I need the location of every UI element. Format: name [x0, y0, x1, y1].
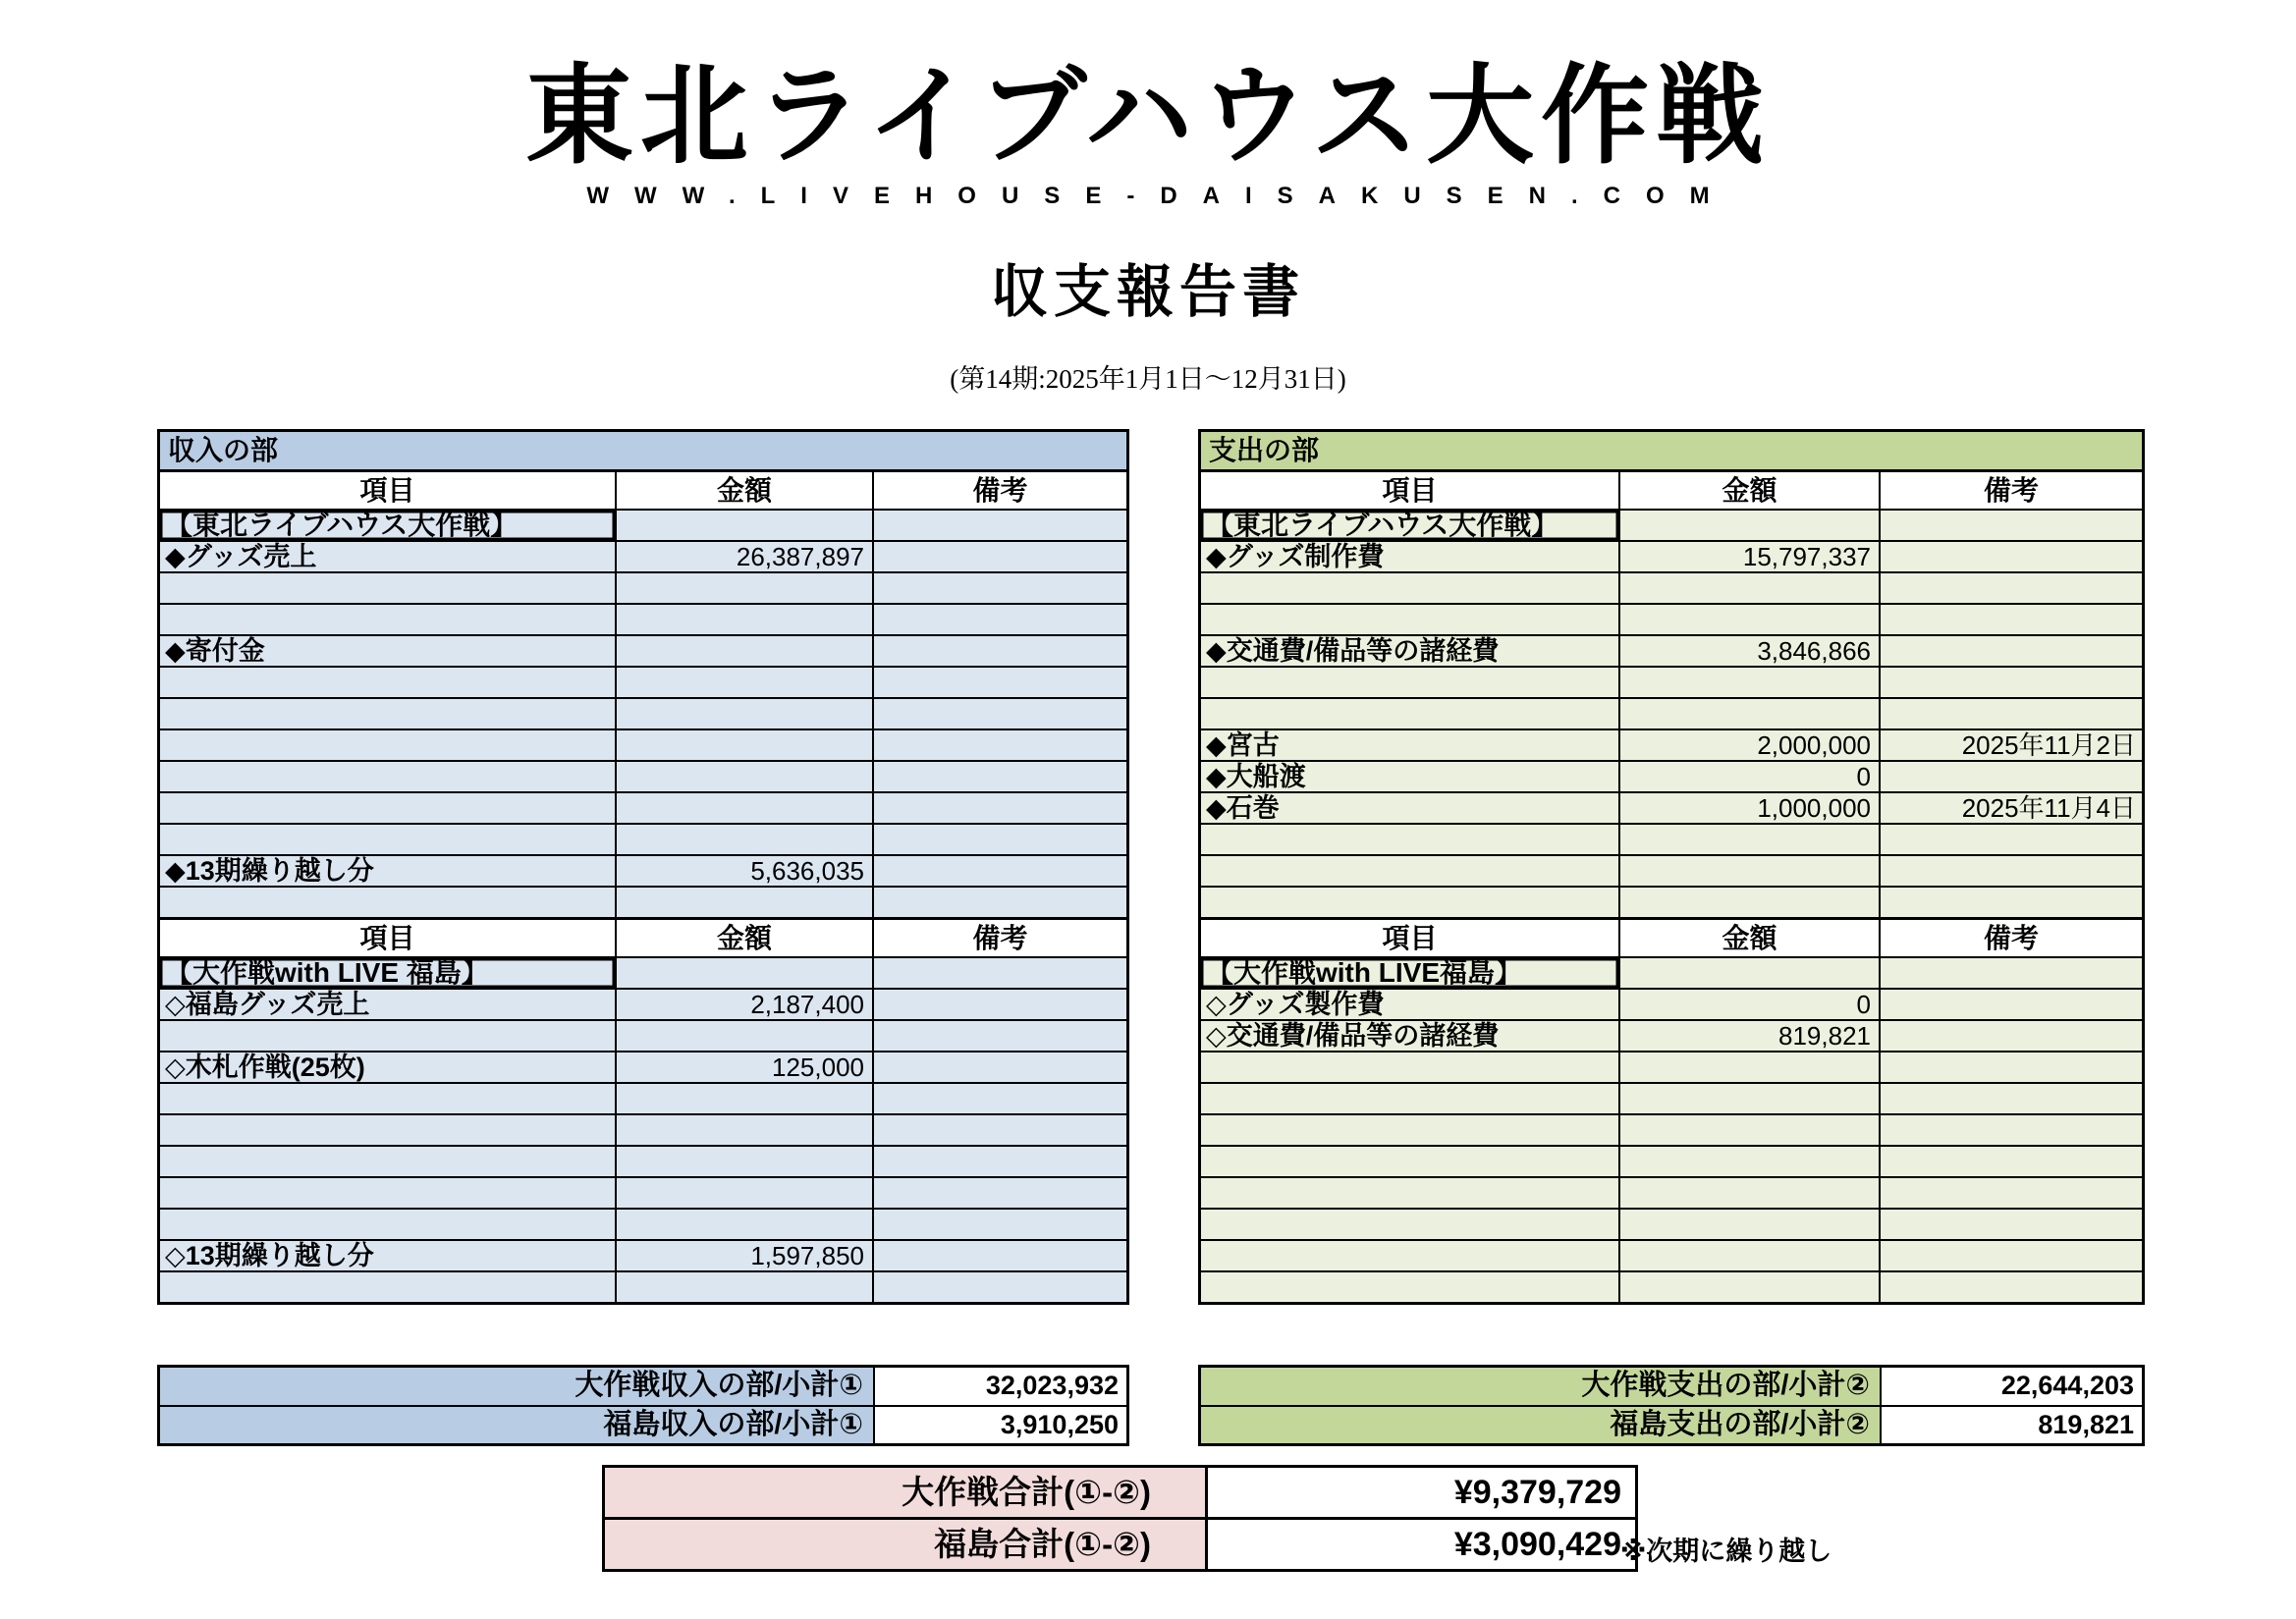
amount-cell — [1618, 1147, 1879, 1176]
amount-cell — [615, 605, 872, 634]
item-cell: 【大作戦with LIVE福島】 — [1201, 958, 1618, 988]
item-cell: ◇木札作戦(25枚) — [165, 1052, 365, 1082]
carry-over-note: ※次期に繰り越し — [1620, 1537, 1832, 1566]
amount-cell — [615, 1147, 872, 1176]
table-row — [160, 571, 1126, 603]
grand-total-row — [605, 1517, 1635, 1569]
note-cell — [1879, 1272, 2142, 1302]
column-header: 備考 — [1879, 472, 2142, 509]
table-row — [1201, 956, 2142, 988]
amount-cell: 15,797,337 — [1618, 542, 1879, 571]
item-cell — [160, 793, 615, 823]
amount-cell — [1618, 888, 1879, 917]
grand-total-label: 大作戦合計(①-②) — [605, 1468, 1205, 1517]
amount-cell — [1618, 1241, 1879, 1270]
table-row — [1201, 854, 2142, 886]
table-row — [1201, 791, 2142, 823]
table-row — [160, 791, 1126, 823]
item-cell — [1201, 825, 1618, 854]
amount-cell — [1618, 1178, 1879, 1208]
note-cell — [1879, 958, 2142, 988]
table-row — [1201, 886, 2142, 917]
item-cell — [1201, 1115, 1618, 1145]
column-header: 備考 — [872, 472, 1126, 509]
amount-cell — [615, 1115, 872, 1145]
item-cell — [1201, 1210, 1618, 1239]
note-cell — [872, 1147, 1126, 1176]
item-cell: ◇グッズ製作費 — [1206, 990, 1385, 1019]
table-row — [1201, 823, 2142, 854]
amount-cell — [1618, 511, 1879, 540]
table-row — [1201, 1051, 2142, 1082]
table-row — [160, 1270, 1126, 1302]
table-row — [1201, 988, 2142, 1019]
note-cell — [1879, 1210, 2142, 1239]
income-table — [157, 429, 1129, 1305]
item-cell: ◇福島グッズ売上 — [165, 990, 370, 1019]
subtotal-row — [160, 1405, 1126, 1444]
note-cell — [872, 793, 1126, 823]
note-cell — [1879, 1052, 2142, 1082]
item-cell — [160, 825, 615, 854]
table-row — [160, 603, 1126, 634]
note-cell: 2025年11月2日 — [1879, 730, 2142, 760]
amount-cell — [1618, 605, 1879, 634]
column-header: 金額 — [615, 472, 872, 509]
table-row — [160, 540, 1126, 571]
amount-cell — [1618, 573, 1879, 603]
note-cell — [1879, 699, 2142, 729]
subtotal-row — [160, 1368, 1126, 1405]
item-cell: ◆寄付金 — [165, 636, 265, 666]
table-row — [1201, 1113, 2142, 1145]
amount-cell: 3,846,866 — [1618, 636, 1879, 666]
amount-cell — [615, 1021, 872, 1051]
subtotal-label: 福島支出の部/小計② — [1201, 1407, 1880, 1444]
amount-cell — [615, 511, 872, 540]
column-header: 備考 — [872, 920, 1126, 956]
table-row — [160, 1176, 1126, 1208]
amount-cell — [615, 825, 872, 854]
item-cell — [1201, 668, 1618, 697]
amount-cell — [615, 573, 872, 603]
table-row — [1201, 1208, 2142, 1239]
table-row — [1201, 634, 2142, 666]
table-row — [1201, 1270, 2142, 1302]
amount-cell — [615, 958, 872, 988]
amount-cell: 26,387,897 — [615, 542, 872, 571]
table-row — [1201, 1239, 2142, 1270]
logo-url-text: WWW.LIVEHOUSE-DAISAKUSEN.COM — [586, 183, 1735, 209]
column-header: 金額 — [615, 920, 872, 956]
amount-cell — [1618, 1272, 1879, 1302]
amount-cell — [615, 1178, 872, 1208]
column-header: 備考 — [1879, 920, 2142, 956]
note-cell — [872, 1084, 1126, 1113]
item-cell — [1201, 1178, 1618, 1208]
table-row — [1201, 729, 2142, 760]
item-cell — [1201, 856, 1618, 886]
column-header: 金額 — [1618, 920, 1879, 956]
table-row — [1201, 666, 2142, 697]
amount-cell: 0 — [1618, 762, 1879, 791]
amount-cell — [615, 1272, 872, 1302]
note-cell — [1879, 542, 2142, 571]
table-row — [160, 854, 1126, 886]
item-cell — [160, 1210, 615, 1239]
table-row — [160, 988, 1126, 1019]
note-cell — [872, 1241, 1126, 1270]
amount-cell — [615, 636, 872, 666]
subtotal-row — [1201, 1405, 2142, 1444]
amount-cell — [1618, 699, 1879, 729]
subtotal-label: 福島収入の部/小計① — [160, 1407, 873, 1444]
note-cell — [872, 730, 1126, 760]
item-cell — [160, 699, 615, 729]
subtotal-value: 32,023,932 — [873, 1368, 1126, 1405]
table-row — [160, 634, 1126, 666]
table-title-bar: 支出の部 — [1201, 432, 2142, 469]
item-cell: ◆大船渡 — [1206, 762, 1306, 791]
note-cell — [872, 958, 1126, 988]
amount-cell — [615, 668, 872, 697]
note-cell — [872, 636, 1126, 666]
item-cell — [1201, 888, 1618, 917]
logo-calligraphy: 東北ライブハウス大作戦 — [524, 57, 1772, 177]
grand-total-value: ¥9,379,729 — [1205, 1468, 1635, 1517]
item-cell: ◇交通費/備品等の諸経費 — [1206, 1021, 1500, 1051]
column-header-row — [1201, 917, 2142, 956]
table-row — [1201, 540, 2142, 571]
item-cell — [1201, 605, 1618, 634]
amount-cell: 819,821 — [1618, 1021, 1879, 1051]
amount-cell — [1618, 1210, 1879, 1239]
column-header: 項目 — [1382, 475, 1438, 506]
subtotal-value: 819,821 — [1880, 1407, 2142, 1444]
item-cell — [160, 1084, 615, 1113]
note-cell — [1879, 605, 2142, 634]
item-cell — [160, 888, 615, 917]
table-row — [160, 1239, 1126, 1270]
amount-cell — [615, 793, 872, 823]
note-cell — [1879, 762, 2142, 791]
table-row — [160, 509, 1126, 540]
amount-cell: 5,636,035 — [615, 856, 872, 886]
item-cell: 【東北ライブハウス大作戦】 — [160, 511, 615, 540]
item-cell — [160, 730, 615, 760]
table-row — [1201, 1019, 2142, 1051]
amount-cell — [615, 699, 872, 729]
subtotal-value: 22,644,203 — [1880, 1368, 2142, 1405]
page-subtitle: (第14期:2025年1月1日～12月31日) — [950, 364, 1346, 394]
note-cell — [872, 668, 1126, 697]
note-cell — [1879, 636, 2142, 666]
grand-total-table — [602, 1465, 1638, 1572]
item-cell — [1201, 1147, 1618, 1176]
column-header-row — [160, 917, 1126, 956]
item-cell — [160, 762, 615, 791]
table-row — [160, 760, 1126, 791]
amount-cell: 2,187,400 — [615, 990, 872, 1019]
note-cell — [1879, 856, 2142, 886]
table-row — [160, 666, 1126, 697]
item-cell — [160, 1115, 615, 1145]
item-cell — [160, 605, 615, 634]
table-row — [160, 1113, 1126, 1145]
expense-table — [1198, 429, 2145, 1305]
note-cell — [872, 1052, 1126, 1082]
item-cell — [160, 1272, 615, 1302]
table-row — [1201, 571, 2142, 603]
note-cell — [872, 1115, 1126, 1145]
item-cell — [160, 573, 615, 603]
note-cell — [1879, 1147, 2142, 1176]
note-cell — [872, 825, 1126, 854]
table-row — [160, 823, 1126, 854]
amount-cell — [615, 1210, 872, 1239]
item-cell — [1201, 1241, 1618, 1270]
income-subtotal-bar — [157, 1365, 1129, 1446]
amount-cell — [615, 1084, 872, 1113]
table-row — [1201, 1082, 2142, 1113]
item-cell: ◆交通費/備品等の諸経費 — [1206, 636, 1500, 666]
item-cell: ◆13期繰り越し分 — [165, 856, 374, 886]
item-cell: ◆石巻 — [1206, 793, 1280, 823]
note-cell — [872, 888, 1126, 917]
item-cell — [160, 1178, 615, 1208]
table-row — [160, 1145, 1126, 1176]
amount-cell — [1618, 1084, 1879, 1113]
table-row — [1201, 697, 2142, 729]
grand-total-label: 福島合計(①-②) — [605, 1520, 1205, 1569]
amount-cell — [615, 762, 872, 791]
note-cell — [872, 1178, 1126, 1208]
note-cell — [1879, 1115, 2142, 1145]
subtotal-label: 大作戦支出の部/小計② — [1201, 1368, 1880, 1405]
note-cell — [1879, 1084, 2142, 1113]
note-cell — [1879, 511, 2142, 540]
note-cell — [1879, 990, 2142, 1019]
note-cell — [872, 762, 1126, 791]
amount-cell — [1618, 1115, 1879, 1145]
note-cell — [1879, 888, 2142, 917]
item-cell — [1201, 1084, 1618, 1113]
table-row — [160, 1019, 1126, 1051]
item-cell — [160, 1147, 615, 1176]
column-header: 項目 — [359, 475, 415, 506]
note-cell — [872, 699, 1126, 729]
note-cell — [872, 1210, 1126, 1239]
item-cell — [160, 668, 615, 697]
note-cell — [1879, 668, 2142, 697]
amount-cell — [1618, 856, 1879, 886]
subtotal-row — [1201, 1368, 2142, 1405]
note-cell — [872, 1021, 1126, 1051]
table-row — [160, 1208, 1126, 1239]
note-cell — [872, 990, 1126, 1019]
item-cell: ◆グッズ売上 — [165, 542, 317, 571]
note-cell: 2025年11月4日 — [1879, 793, 2142, 823]
table-row — [1201, 760, 2142, 791]
table-row — [160, 886, 1126, 917]
table-title-bar: 収入の部 — [160, 432, 1126, 469]
note-cell — [872, 573, 1126, 603]
table-row — [1201, 509, 2142, 540]
note-cell — [1879, 1178, 2142, 1208]
amount-cell — [615, 888, 872, 917]
table-row — [1201, 1145, 2142, 1176]
amount-cell — [615, 730, 872, 760]
item-cell — [1201, 1272, 1618, 1302]
item-cell: ◆宮古 — [1206, 730, 1280, 760]
item-cell — [1201, 573, 1618, 603]
item-cell: ◆グッズ制作費 — [1206, 542, 1385, 571]
subtotal-label: 大作戦収入の部/小計① — [160, 1368, 873, 1405]
table-row — [160, 1082, 1126, 1113]
table-row — [160, 956, 1126, 988]
amount-cell: 125,000 — [615, 1052, 872, 1082]
item-cell: 【東北ライブハウス大作戦】 — [1201, 511, 1618, 540]
note-cell — [872, 856, 1126, 886]
amount-cell — [1618, 668, 1879, 697]
grand-total-row — [605, 1468, 1635, 1517]
amount-cell: 1,597,850 — [615, 1241, 872, 1270]
column-header-row — [160, 469, 1126, 509]
column-header: 項目 — [1382, 923, 1438, 953]
amount-cell — [1618, 825, 1879, 854]
note-cell — [872, 605, 1126, 634]
expense-subtotal-bar — [1198, 1365, 2145, 1446]
amount-cell — [1618, 958, 1879, 988]
table-row — [1201, 1176, 2142, 1208]
table-row — [1201, 603, 2142, 634]
amount-cell: 1,000,000 — [1618, 793, 1879, 823]
item-cell: ◇13期繰り越し分 — [165, 1241, 374, 1270]
note-cell — [872, 1272, 1126, 1302]
note-cell — [1879, 573, 2142, 603]
note-cell — [872, 511, 1126, 540]
note-cell — [1879, 1021, 2142, 1051]
table-row — [160, 729, 1126, 760]
grand-total-value: ¥3,090,429 — [1205, 1520, 1635, 1569]
item-cell: 【大作戦with LIVE 福島】 — [160, 958, 615, 988]
note-cell — [872, 542, 1126, 571]
page-title: 収支報告書 — [990, 260, 1305, 324]
item-cell — [1201, 699, 1618, 729]
table-row — [160, 697, 1126, 729]
amount-cell — [1618, 1052, 1879, 1082]
amount-cell: 2,000,000 — [1618, 730, 1879, 760]
note-cell — [1879, 1241, 2142, 1270]
table-row — [160, 1051, 1126, 1082]
column-header: 金額 — [1618, 472, 1879, 509]
column-header: 項目 — [359, 923, 415, 953]
amount-cell: 0 — [1618, 990, 1879, 1019]
note-cell — [1879, 825, 2142, 854]
column-header-row — [1201, 469, 2142, 509]
item-cell — [160, 1021, 615, 1051]
item-cell — [1201, 1052, 1618, 1082]
subtotal-value: 3,910,250 — [873, 1407, 1126, 1444]
